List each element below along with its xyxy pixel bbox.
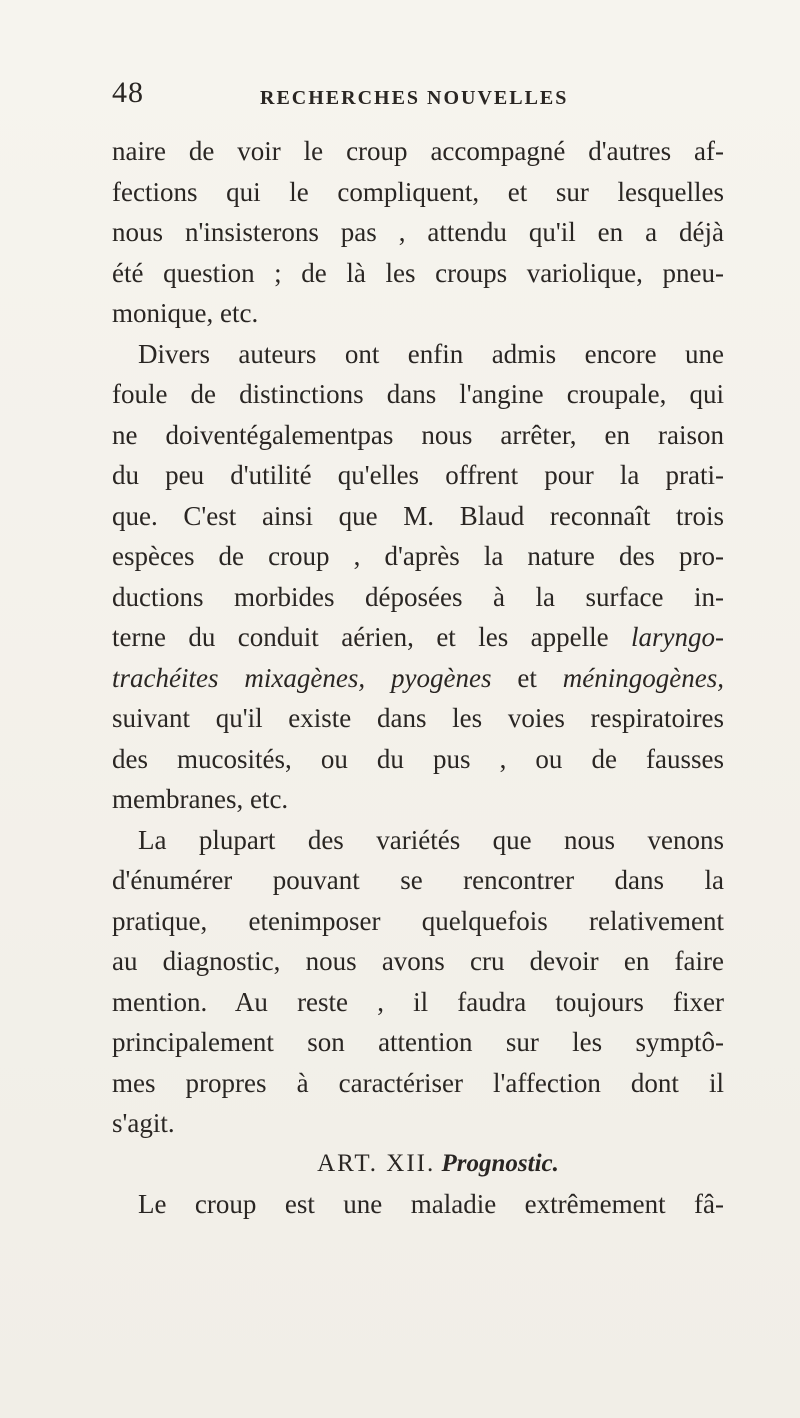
text-line: été question ; de là les croups variolique, pneu- [112, 257, 724, 288]
text-line: La plupart des variétés que nous venons [138, 824, 724, 855]
text-line: foule de distinctions dans l'angine croupale, qui [112, 379, 724, 409]
italic-terms-line [112, 658, 724, 699]
italic-term: trachéites mixagènes, [112, 662, 366, 693]
text-line: du peu d'utilité qu'elles offrent pour la prati- [112, 460, 724, 490]
section-heading [112, 1144, 724, 1184]
text-line: mention. Au reste , il faudra toujours fixer [112, 986, 724, 1017]
text-fragment: terne du conduit aérien, et les appelle [112, 622, 609, 652]
page-header [112, 76, 722, 116]
text-line: Le croup est une maladie extrêmement fâ- [138, 1188, 724, 1219]
text-line: au diagnostic, nous avons cru devoir en faire [112, 946, 724, 976]
section-title: Prognostic. [441, 1149, 559, 1177]
text-line: membranes, etc. [112, 784, 289, 814]
section-label: ART. XII. [317, 1149, 436, 1177]
text-line: naire de voir le croup accompagné d'autres af- [112, 136, 724, 166]
text-line: ne doiventégalementpas nous arrêter, en raison [112, 419, 724, 450]
italic-term: méningogènes, [562, 662, 724, 693]
text-line: s'agit. [112, 1108, 175, 1138]
page-number: 48 [112, 76, 144, 109]
running-title: RECHERCHES NOUVELLES [260, 87, 569, 109]
text-line: que. C'est ainsi que M. Blaud reconnaît trois [112, 500, 724, 531]
text-line: mes propres à caractériser l'affection dont il [112, 1067, 724, 1098]
body-text [112, 131, 724, 1224]
text-line: des mucosités, ou du pus , ou de fausses [112, 743, 724, 774]
text-line-with-term [112, 617, 724, 658]
italic-term: pyogènes [391, 662, 492, 693]
text-line: pratique, etenimposer quelquefois relativement [112, 905, 724, 936]
italic-term: laryngo- [631, 622, 724, 652]
text-line: monique, etc. [112, 298, 259, 328]
text-line: d'énumérer pouvant se rencontrer dans la [112, 865, 724, 895]
text-line: fections qui le compliquent, et sur lesquelles [112, 176, 724, 207]
text-line: suivant qu'il existe dans les voies respiratoires [112, 703, 724, 733]
text-line: principalement son attention sur les symptô- [112, 1027, 724, 1057]
text-line: Divers auteurs ont enfin admis encore une [138, 338, 724, 369]
text-line: espèces de croup , d'après la nature des pro- [112, 541, 724, 571]
text-fragment: et [517, 662, 537, 693]
text-line: ductions morbides déposées à la surface in- [112, 581, 724, 612]
text-line: nous n'insisterons pas , attendu qu'il en a déjà [112, 217, 724, 247]
